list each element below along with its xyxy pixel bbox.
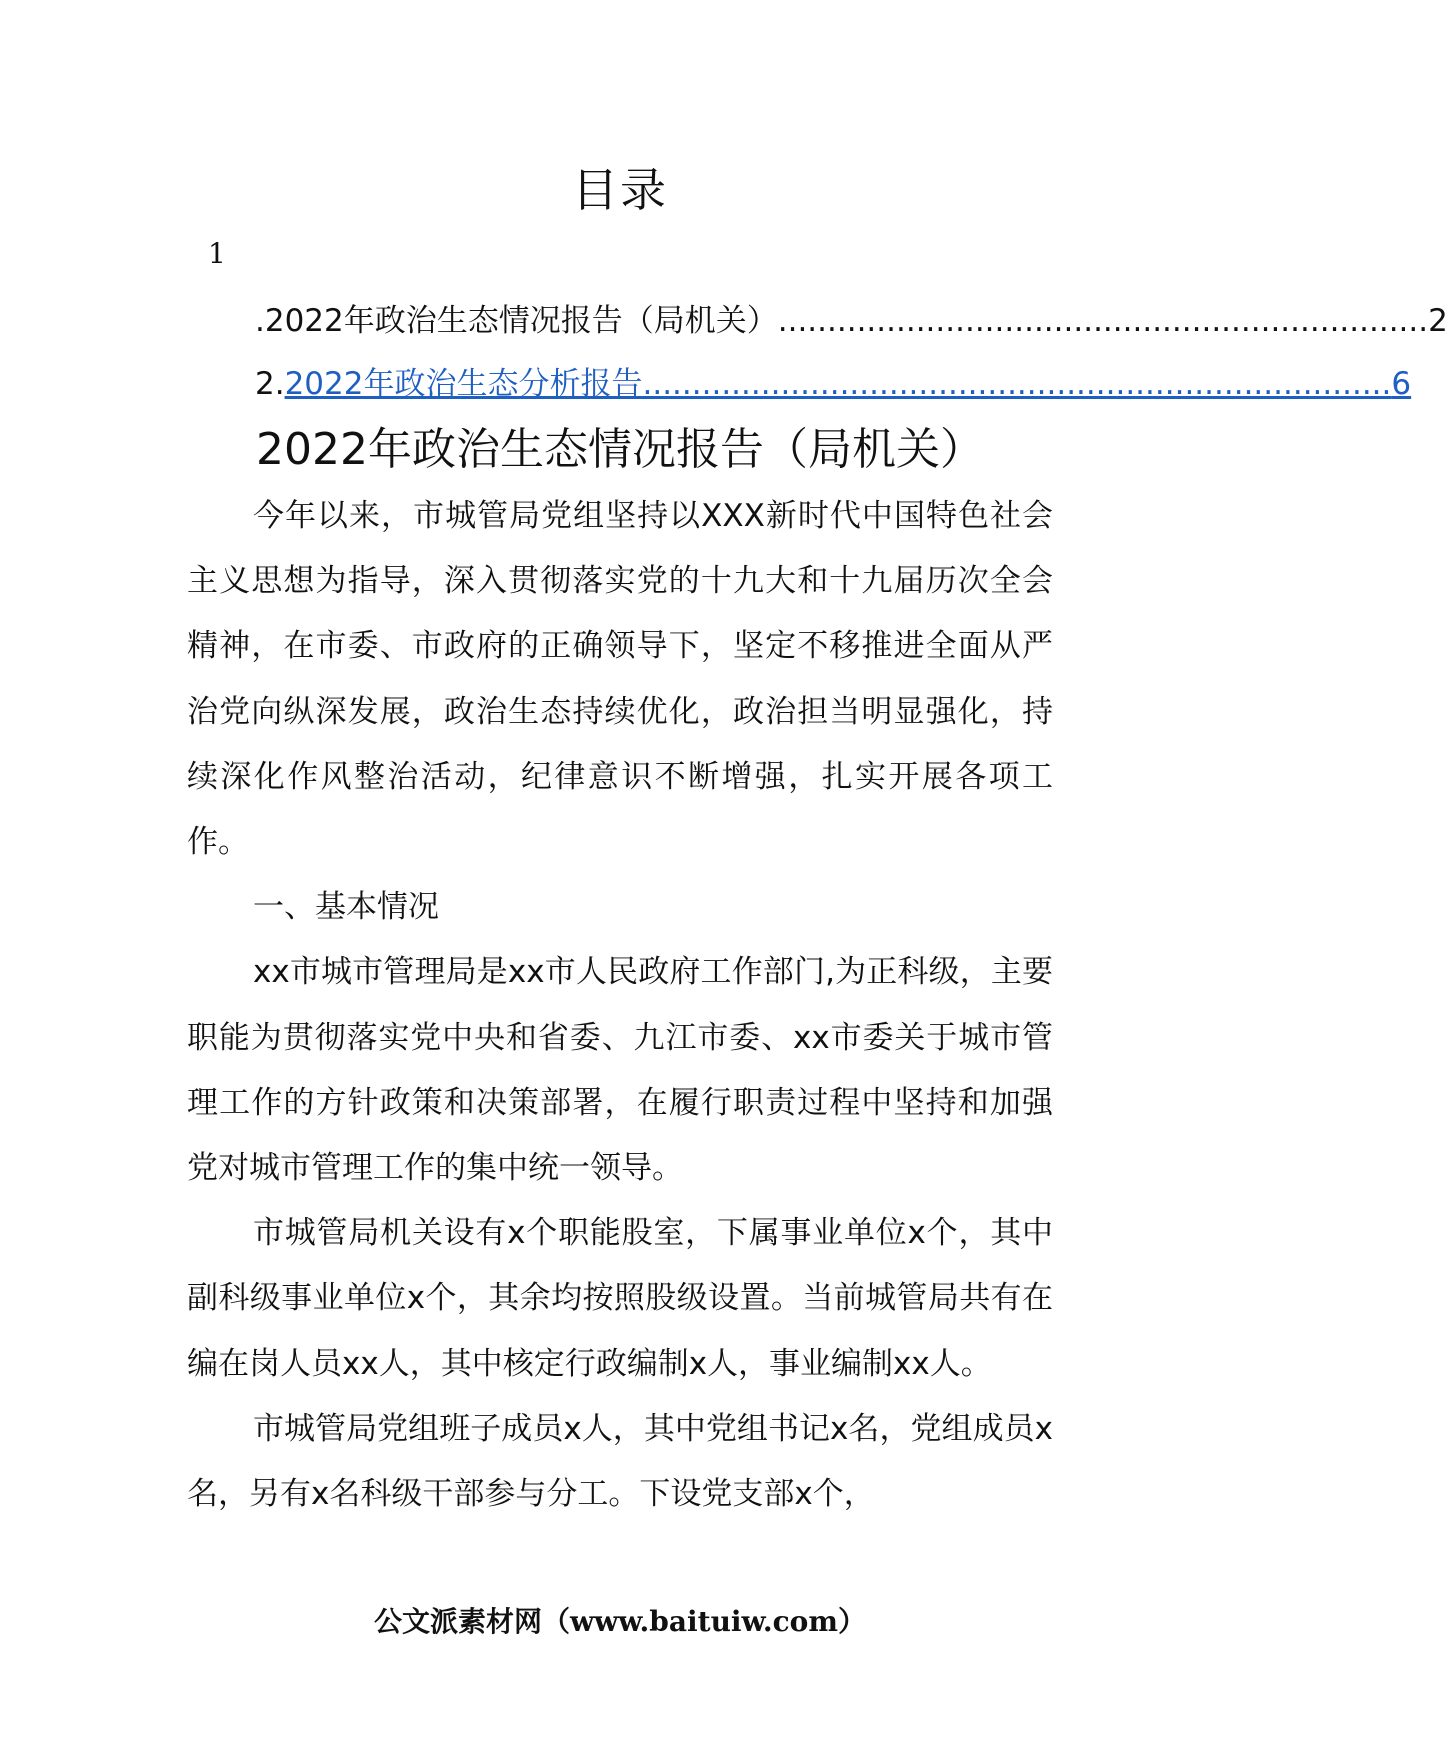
toc-entry-1-page: 2 [1428, 303, 1448, 339]
footer-watermark: 公文派素材网（www.baituiw.com） [374, 1605, 866, 1638]
document-title: 2022年政治生态情况报告（局机关） [256, 424, 984, 475]
toc-entry-2[interactable] [255, 362, 1412, 406]
paragraph-staffing: 市城管局机关设有x个职能股室，下属事业单位x个，其中副科级事业单位x个，其余均按照股级设置。当前城管局共有在编在岗人员xx人，其中核定行政编制x人，事业编制xx人。 [187, 1215, 1053, 1382]
section-heading-basic-info: 一、基本情况 [253, 889, 439, 926]
toc-entry-1[interactable] [255, 299, 1448, 343]
toc-entry-2-prefix: 2. [255, 366, 285, 402]
toc-entry-2-link[interactable] [285, 362, 1412, 406]
toc-entry-1-label: .2022年政治生态情况报告（局机关） [255, 303, 778, 339]
toc-entry-1-leader: .................................................................. [777, 303, 1429, 339]
document-body [187, 484, 1053, 1527]
toc-entry-2-leader: ............................................................................ [642, 366, 1392, 402]
paragraph-party-group: 市城管局党组班子成员x人，其中党组书记x名，党组成员x名，另有x名科级干部参与分工。下设党支部x个， [187, 1410, 1053, 1513]
toc-number-marker: 1 [208, 237, 226, 270]
paragraph-intro: 今年以来，市城管局党组坚持以XXX新时代中国特色社会主义思想为指导，深入贯彻落实党的十九大和十九届历次全会精神，在市委、市政府的正确领导下，坚定不移推进全面从严治党向纵深发展，政治生态持续优化，政治担当明显强化，持续深化作风整治活动，纪律意识不断增强，扎实开展各项工作。 [187, 498, 1053, 861]
toc-title: 目录 [572, 163, 668, 217]
toc-entry-2-page: 6 [1391, 366, 1412, 402]
paragraph-bureau-overview: xx市城市管理局是xx市人民政府工作部门,为正科级，主要职能为贯彻落实党中央和省委、九江市委、xx市委关于城市管理工作的方针政策和决策部署，在履行职责过程中坚持和加强党对城市管理工作的集中统一领导。 [187, 954, 1053, 1187]
toc-entry-2-label: 2022年政治生态分析报告 [284, 366, 643, 402]
